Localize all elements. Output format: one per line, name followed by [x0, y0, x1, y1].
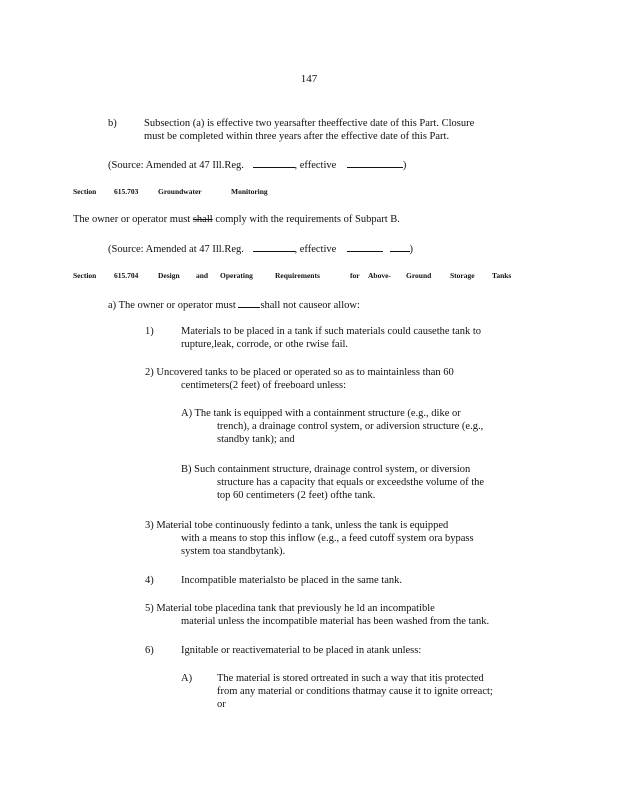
item-5-line2: material unless the incompatible material has been washed from the tank.: [181, 616, 490, 627]
item-6a-line1: The material is stored ortreated in such a way that itis protected: [217, 673, 484, 684]
source-2-blank-date1: [347, 241, 383, 252]
source-note-2: [108, 241, 413, 256]
section-704-w3: Operating: [220, 271, 253, 280]
source-1-end: ): [402, 160, 407, 171]
source-2-end: ): [409, 244, 414, 255]
section-704-w7: Ground: [406, 271, 432, 280]
source-2-mid: , effective: [294, 244, 337, 255]
section-704-w9: Tanks: [492, 271, 512, 280]
section-703-num: 615.703: [114, 187, 139, 196]
item-2b-line1: B) Such containment structure, drainage control system, or diversion: [181, 464, 471, 475]
item-2b-line3: top 60 centimeters (2 feet) ofthe tank.: [217, 490, 376, 501]
section-704-w4: Requirements: [275, 271, 320, 280]
owner-paragraph: [73, 213, 400, 226]
source-1-blank-date: [347, 157, 403, 168]
section-704-w2: and: [196, 271, 209, 280]
owner-strike: shall: [192, 214, 213, 225]
page-number: 147: [300, 73, 318, 85]
item-a-post: shall not causeor allow:: [260, 300, 360, 311]
item-1-line1: Materials to be placed in a tank if such materials could causethe tank to: [181, 326, 482, 337]
source-1-blank-reg: [253, 157, 295, 168]
item-6-text: Ignitable or reactivematerial to be placed in atank unless:: [181, 645, 422, 656]
source-note-1: [108, 157, 406, 172]
item-3-line1: 3) Material tobe continuously fedinto a tank, unless the tank is equipped: [145, 520, 449, 531]
item-5-line1: 5) Material tobe placedina tank that previously he ld an incompatible: [145, 603, 435, 614]
owner-post: comply with the requirements of Subpart B.: [212, 214, 400, 225]
item-a: [108, 297, 360, 312]
item-3-line3: system toa standbytank).: [181, 546, 286, 557]
section-703-w2: Monitoring: [231, 187, 268, 196]
item-b-line2: must be completed within three years after the effective date of this Part.: [144, 131, 450, 142]
section-703-w1: Groundwater: [158, 187, 202, 196]
item-2a-line1: A) The tank is equipped with a containment structure (e.g., dike or: [181, 408, 461, 419]
item-b-label: b): [108, 118, 117, 129]
source-1-mid: , effective: [294, 160, 337, 171]
item-2-line2: centimeters(2 feet) of freeboard unless:: [181, 380, 347, 391]
item-1-label: 1): [145, 326, 154, 337]
section-704-w1: Design: [158, 271, 180, 280]
item-2-line1: 2) Uncovered tanks to be placed or operated so as to maintainless than 60: [145, 367, 454, 378]
item-6a-line3: or: [217, 699, 226, 710]
item-a-blank: [238, 297, 260, 308]
item-6a-label: A): [181, 673, 193, 684]
item-2a-line3: standby tank); and: [217, 434, 295, 445]
item-2a-line2: trench), a drainage control system, or adiversion structure (e.g.,: [217, 421, 484, 432]
item-4-text: Incompatible materialsto be placed in the same tank.: [181, 575, 403, 586]
item-b-line1: Subsection (a) is effective two yearsafter theeffective date of this Part. Closure: [144, 118, 475, 129]
section-704-w5: for: [350, 271, 360, 280]
section-704-w8: Storage: [450, 271, 475, 280]
section-704-w6: Above-: [368, 271, 391, 280]
item-3-line2: with a means to stop this inflow (e.g., a feed cutoff system ora bypass: [181, 533, 474, 544]
item-4-label: 4): [145, 575, 154, 586]
owner-pre: The owner or operator must: [73, 214, 193, 225]
item-6-label: 6): [145, 645, 154, 656]
item-a-pre: a) The owner or operator must: [108, 300, 239, 311]
source-2-prefix: (Source: Amended at 47 Ill.Reg.: [108, 244, 244, 255]
source-1-prefix: (Source: Amended at 47 Ill.Reg.: [108, 160, 244, 171]
source-2-blank-date2: [390, 241, 410, 252]
section-703-sec: Section: [73, 187, 97, 196]
section-704-sec: Section: [73, 271, 97, 280]
source-2-blank-reg: [253, 241, 295, 252]
section-704-num: 615.704: [114, 271, 139, 280]
item-1-line2: rupture,leak, corrode, or othe rwise fail.: [181, 339, 349, 350]
item-2b-line2: structure has a capacity that equals or exceedsthe volume of the: [217, 477, 485, 488]
item-6a-line2: from any material or conditions thatmay cause it to ignite orreact;: [217, 686, 493, 697]
